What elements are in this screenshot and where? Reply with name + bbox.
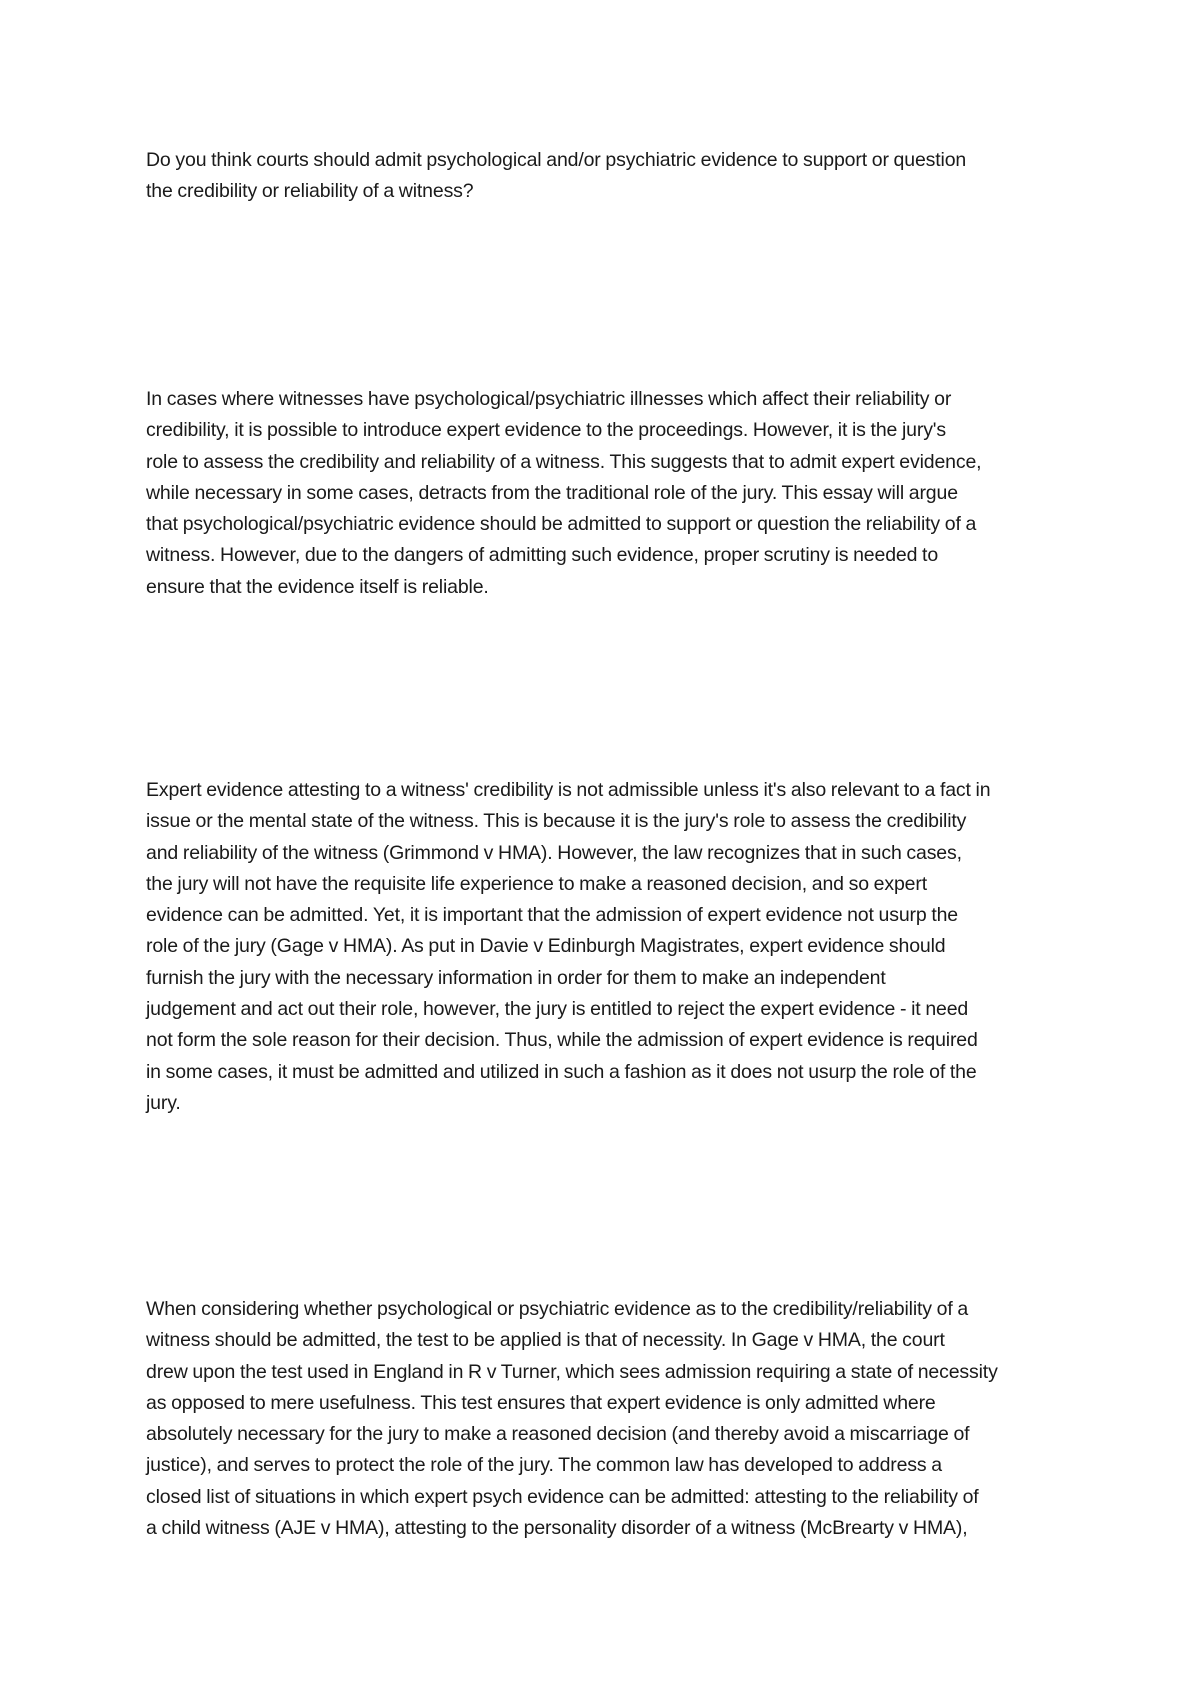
intro-line: role to assess the credibility and reliability of a witness. This suggests that to admit expert evidence, bbox=[146, 450, 982, 473]
question-line: Do you think courts should admit psychological and/or psychiatric evidence to support or question bbox=[146, 149, 967, 171]
body1-line: furnish the jury with the necessary information in order for them to make an independent bbox=[146, 966, 886, 989]
body1-line: in some cases, it must be admitted and utilized in such a fashion as it does not usurp the role of the bbox=[146, 1060, 977, 1083]
body2-line: a child witness (AJE v HMA), attesting to the personality disorder of a witness (McBrearty v HMA), bbox=[146, 1517, 968, 1540]
body2-line: absolutely necessary for the jury to make a reasoned decision (and thereby avoid a miscarriage of bbox=[146, 1423, 970, 1446]
intro-line: that psychological/psychiatric evidence should be admitted to support or question the reliability of a bbox=[146, 513, 977, 536]
body-paragraph-necessity bbox=[146, 1294, 1066, 1544]
intro-paragraph bbox=[146, 384, 1066, 603]
body2-line: When considering whether psychological or psychiatric evidence as to the credibility/reliability of a bbox=[146, 1298, 969, 1320]
intro-line: credibility, it is possible to introduce expert evidence to the proceedings. However, it is the jury's bbox=[146, 419, 946, 442]
body1-line: the jury will not have the requisite life experience to make a reasoned decision, and so expert bbox=[146, 872, 927, 895]
body1-line: jury. bbox=[146, 1091, 181, 1114]
body1-line: evidence can be admitted. Yet, it is important that the admission of expert evidence not usurp the bbox=[146, 904, 958, 927]
body1-line: judgement and act out their role, however, the jury is entitled to reject the expert evidence - it need bbox=[146, 998, 969, 1021]
body2-line: closed list of situations in which expert psych evidence can be admitted: attesting to the reliability of bbox=[146, 1485, 979, 1508]
intro-line: witness. However, due to the dangers of admitting such evidence, proper scrutiny is needed to bbox=[146, 544, 939, 567]
body1-line: and reliability of the witness (Grimmond v HMA). However, the law recognizes that in such cases, bbox=[146, 841, 962, 864]
intro-line: while necessary in some cases, detracts from the traditional role of the jury. This essay will argue bbox=[146, 481, 958, 504]
body1-line: issue or the mental state of the witness. This is because it is the jury's role to assess the credibility bbox=[146, 810, 967, 833]
body2-line: drew upon the test used in England in R v Turner, which sees admission requiring a state of necessity bbox=[146, 1360, 998, 1383]
body2-line: witness should be admitted, the test to be applied is that of necessity. In Gage v HMA, the court bbox=[146, 1329, 945, 1352]
question-line: the credibility or reliability of a witness? bbox=[146, 180, 474, 203]
body1-line: not form the sole reason for their decision. Thus, while the admission of expert evidence is required bbox=[146, 1029, 978, 1052]
intro-line: ensure that the evidence itself is reliable. bbox=[146, 575, 489, 598]
body-paragraph-credibility bbox=[146, 775, 1066, 1119]
body2-line: as opposed to mere usefulness. This test ensures that expert evidence is only admitted where bbox=[146, 1391, 936, 1414]
body1-line: role of the jury (Gage v HMA). As put in Davie v Edinburgh Magistrates, expert evidence should bbox=[146, 935, 946, 958]
essay-question bbox=[146, 145, 1066, 208]
intro-line: In cases where witnesses have psychological/psychiatric illnesses which affect their reliability or bbox=[146, 388, 952, 410]
body1-line: Expert evidence attesting to a witness' credibility is not admissible unless it's also relevant to a fact in bbox=[146, 779, 991, 801]
body2-line: justice), and serves to protect the role of the jury. The common law has developed to address a bbox=[146, 1454, 942, 1477]
